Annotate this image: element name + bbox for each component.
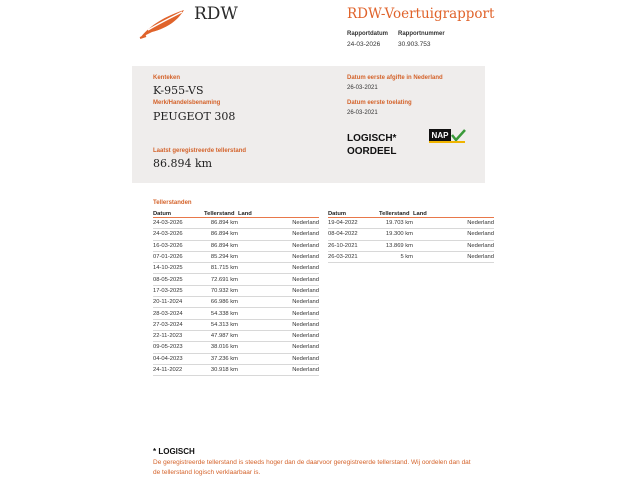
cell-km: 30.918 km: [204, 364, 238, 375]
cell-land: Nederland: [413, 229, 494, 240]
cell-date: 17-03-2025: [153, 285, 204, 296]
cell-date: 28-03-2024: [153, 308, 204, 319]
cell-date: 24-03-2026: [153, 229, 204, 240]
cell-km: 54.313 km: [204, 319, 238, 330]
rdw-logo-icon: [138, 6, 188, 40]
cell-date: 08-05-2025: [153, 274, 204, 285]
cell-land: Nederland: [238, 319, 319, 330]
table-row: [153, 274, 319, 285]
col-date: Datum: [328, 208, 379, 218]
cell-land: Nederland: [238, 285, 319, 296]
cell-date: 26-03-2021: [328, 251, 379, 262]
cell-date: 24-11-2022: [153, 364, 204, 375]
report-number-label: Rapportnummer: [398, 31, 445, 37]
last-odo-label: Laatst geregistreerde tellerstand: [153, 148, 247, 154]
cell-land: Nederland: [238, 330, 319, 341]
nap-badge-icon: [429, 129, 466, 143]
readings-title: Tellerstanden: [153, 200, 192, 206]
cell-km: 86.894 km: [204, 218, 238, 229]
table-row: [153, 308, 319, 319]
cell-land: Nederland: [238, 297, 319, 308]
make-label: Merk/Handelsbenaming: [153, 100, 221, 106]
cell-date: 27-03-2024: [153, 319, 204, 330]
plate-value: K-955-VS: [153, 84, 204, 97]
col-date: Datum: [153, 208, 204, 218]
cell-land: Nederland: [238, 229, 319, 240]
cell-km: 70.932 km: [204, 285, 238, 296]
cell-land: Nederland: [238, 364, 319, 375]
cell-land: Nederland: [238, 308, 319, 319]
cell-land: Nederland: [413, 251, 494, 262]
table-row: [153, 285, 319, 296]
col-land: Land: [413, 208, 494, 218]
cell-km: 85.294 km: [204, 251, 238, 262]
cell-land: Nederland: [238, 353, 319, 364]
table-row: [153, 364, 319, 375]
nap-badge-label: NAP: [431, 131, 449, 140]
table-row: [328, 251, 494, 262]
cell-date: 20-11-2024: [153, 297, 204, 308]
cell-km: 54.338 km: [204, 308, 238, 319]
first-nl-label: Datum eerste afgifte in Nederland: [347, 75, 443, 81]
table-row: [153, 218, 319, 229]
col-km: Tellerstand: [204, 208, 238, 218]
col-km: Tellerstand: [379, 208, 413, 218]
table-row: [328, 229, 494, 240]
cell-km: 37.236 km: [204, 353, 238, 364]
table-row: [153, 319, 319, 330]
cell-date: 22-11-2023: [153, 330, 204, 341]
first-nl-value: 26-03-2021: [347, 85, 378, 91]
verdict: [347, 132, 396, 158]
cell-km: 19.300 km: [379, 229, 413, 240]
report-date-label: Rapportdatum: [347, 31, 388, 37]
cell-date: 04-04-2023: [153, 353, 204, 364]
cell-date: 26-10-2021: [328, 240, 379, 251]
report-number: 30.903.753: [398, 41, 431, 48]
cell-km: 86.894 km: [204, 229, 238, 240]
cell-km: 5 km: [379, 251, 413, 262]
cell-km: 19.703 km: [379, 218, 413, 229]
cell-land: Nederland: [238, 263, 319, 274]
cell-land: Nederland: [238, 218, 319, 229]
table-row: [153, 353, 319, 364]
verdict-line-2: OORDEEL: [347, 146, 397, 157]
cell-land: Nederland: [413, 240, 494, 251]
cell-date: 19-04-2022: [328, 218, 379, 229]
table-row: [153, 330, 319, 341]
readings-table-right: [328, 208, 494, 263]
readings-table-left: [153, 208, 319, 376]
brand-name: RDW: [194, 4, 238, 24]
report-date: 24-03-2026: [347, 41, 381, 48]
cell-date: 14-10-2025: [153, 263, 204, 274]
table-row: [153, 263, 319, 274]
table-row: [328, 240, 494, 251]
last-odo-value: 86.894 km: [153, 157, 213, 170]
table-header-row: [328, 208, 494, 218]
table-row: [153, 342, 319, 353]
cell-date: 24-03-2026: [153, 218, 204, 229]
cell-land: Nederland: [413, 218, 494, 229]
first-admission-label: Datum eerste toelating: [347, 100, 412, 106]
cell-km: 38.016 km: [204, 342, 238, 353]
table-row: [153, 251, 319, 262]
first-admission-value: 26-03-2021: [347, 110, 378, 116]
cell-date: 16-03-2026: [153, 240, 204, 251]
cell-date: 09-05-2023: [153, 342, 204, 353]
cell-km: 66.986 km: [204, 297, 238, 308]
cell-land: Nederland: [238, 251, 319, 262]
cell-date: 07-01-2026: [153, 251, 204, 262]
cell-km: 86.894 km: [204, 240, 238, 251]
col-land: Land: [238, 208, 319, 218]
report-title: RDW-Voertuigrapport: [347, 6, 495, 22]
cell-km: 72.691 km: [204, 274, 238, 285]
cell-land: Nederland: [238, 240, 319, 251]
table-row: [153, 297, 319, 308]
cell-km: 47.987 km: [204, 330, 238, 341]
cell-km: 13.869 km: [379, 240, 413, 251]
footnote-title: * LOGISCH: [153, 447, 195, 456]
cell-km: 81.715 km: [204, 263, 238, 274]
cell-date: 08-04-2022: [328, 229, 379, 240]
table-row: [153, 229, 319, 240]
table-row: [328, 218, 494, 229]
plate-label: Kenteken: [153, 75, 181, 81]
table-header-row: [153, 208, 319, 218]
table-row: [153, 240, 319, 251]
cell-land: Nederland: [238, 342, 319, 353]
footnote-text: De geregistreerde tellerstand is steeds hoger dan de daarvoor geregistreerde tellerstand. Wij oordelen dan dat de tellerstand logisch verklaarbaar is.: [153, 459, 471, 476]
make-value: PEUGEOT 308: [153, 110, 236, 123]
verdict-line-1: LOGISCH*: [347, 133, 397, 144]
cell-land: Nederland: [238, 274, 319, 285]
